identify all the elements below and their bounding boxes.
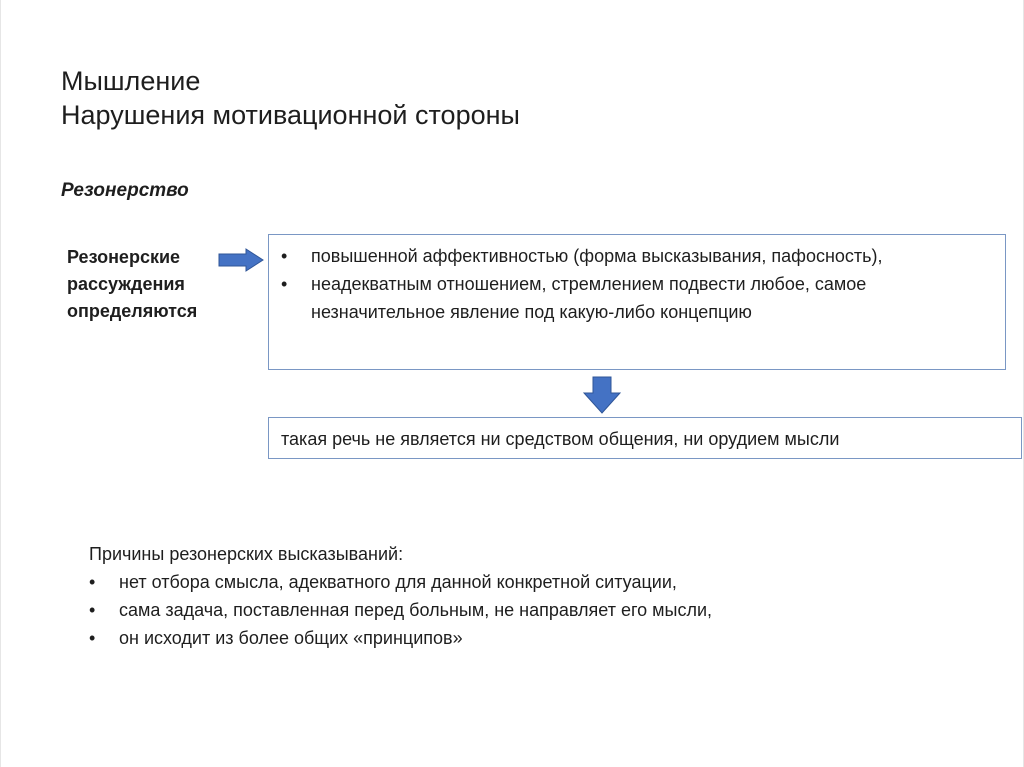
reason-item xyxy=(89,624,712,652)
bullet-marker: • xyxy=(281,274,288,294)
reasons-list xyxy=(89,568,712,652)
factor-text: неадекватным отношением, стремлением подвести любое, самое незначительное явление под какую-либо концепцию xyxy=(311,274,867,322)
factor-item xyxy=(281,270,995,326)
bullet-marker: • xyxy=(89,572,96,592)
title-line-1: Мышление xyxy=(61,66,201,96)
reason-item xyxy=(89,596,712,624)
conclusion-text: такая речь не является ни средством общения, ни орудием мысли xyxy=(281,429,840,449)
title-line-2: Нарушения мотивационной стороны xyxy=(61,100,520,130)
reason-text: он исходит из более общих «принципов» xyxy=(119,628,463,648)
determiner-line-1: Резонерские xyxy=(67,247,181,267)
reasons-section xyxy=(89,540,712,652)
conclusion-box xyxy=(268,417,1022,459)
arrow-down-icon xyxy=(583,376,621,414)
factor-text: повышенной аффективностью (форма высказывания, пафосность), xyxy=(311,246,883,266)
reason-item xyxy=(89,568,712,596)
determiner-label xyxy=(67,244,227,325)
reason-text: нет отбора смысла, адекватного для данной конкретной ситуации, xyxy=(119,572,677,592)
determiner-line-2: рассуждения xyxy=(67,274,185,294)
slide-title xyxy=(61,64,520,132)
section-subtitle: Резонерство xyxy=(61,180,189,201)
arrow-right-icon xyxy=(218,248,264,272)
reason-text: сама задача, поставленная перед больным, не направляет его мысли, xyxy=(119,600,713,620)
reasons-heading: Причины резонерских высказываний: xyxy=(89,544,404,564)
bullet-marker: • xyxy=(89,628,96,648)
bullet-marker: • xyxy=(281,246,288,266)
factors-list xyxy=(281,242,995,326)
factors-box xyxy=(268,234,1006,370)
factor-item xyxy=(281,242,995,270)
bullet-marker: • xyxy=(89,600,96,620)
determiner-line-3: определяются xyxy=(67,301,198,321)
